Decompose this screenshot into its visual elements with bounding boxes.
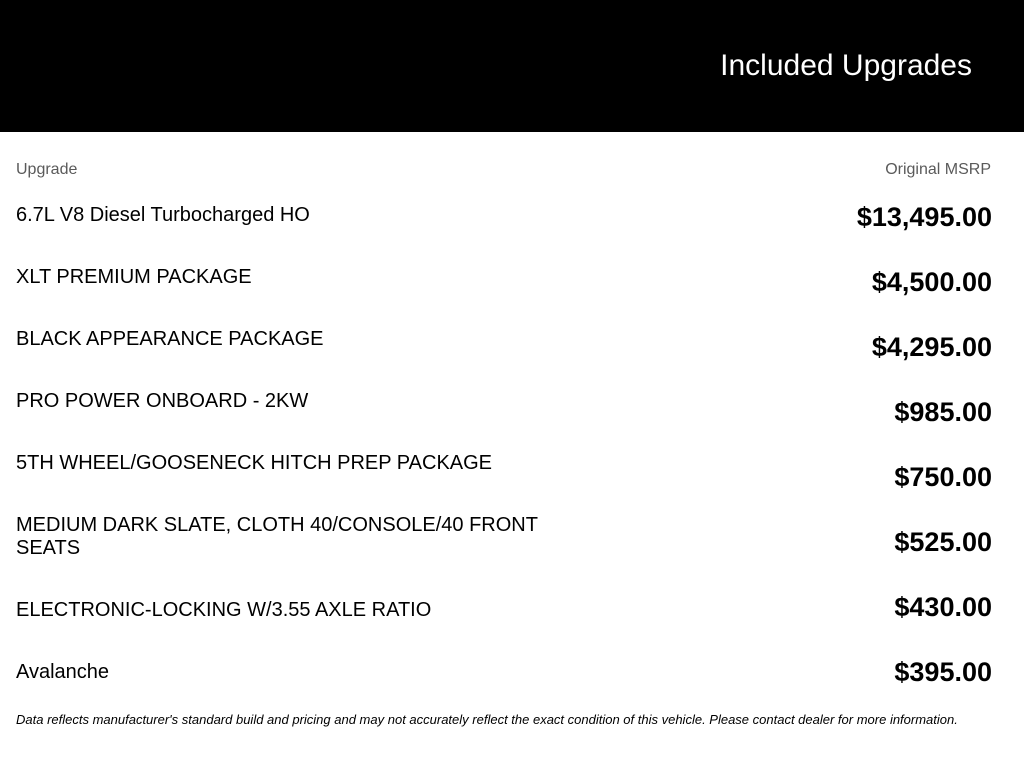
upgrade-name: BLACK APPEARANCE PACKAGE bbox=[16, 328, 324, 350]
upgrade-name: Avalanche bbox=[16, 661, 110, 683]
upgrade-price: $395.00 bbox=[894, 657, 992, 687]
upgrade-price: $4,500.00 bbox=[871, 267, 992, 297]
upgrade-price: $985.00 bbox=[894, 397, 992, 427]
upgrade-price: $750.00 bbox=[894, 462, 992, 492]
upgrade-name: XLT PREMIUM PACKAGE bbox=[16, 266, 252, 288]
disclaimer-text: Data reflects manufacturer's standard build and pricing and may not accurately reflect the exact condition of this vehicle. Please contact dealer for more information. bbox=[16, 712, 958, 727]
upgrade-price: $430.00 bbox=[894, 592, 992, 622]
upgrade-name: ELECTRONIC-LOCKING W/3.55 AXLE RATIO bbox=[16, 599, 432, 621]
upgrade-price: $13,495.00 bbox=[856, 202, 992, 232]
upgrade-name: 5TH WHEEL/GOOSENECK HITCH PREP PACKAGE bbox=[16, 452, 493, 474]
upgrade-price: $525.00 bbox=[894, 527, 992, 557]
upgrade-name: 6.7L V8 Diesel Turbocharged HO bbox=[16, 204, 310, 226]
upgrade-column-header: Upgrade bbox=[16, 161, 78, 178]
page-title: Included Upgrades bbox=[720, 49, 972, 82]
header-bar bbox=[0, 0, 1024, 132]
upgrade-price: $4,295.00 bbox=[871, 332, 992, 362]
upgrade-name: MEDIUM DARK SLATE, CLOTH 40/CONSOLE/40 FRONT SEATS bbox=[16, 514, 538, 559]
msrp-column-header: Original MSRP bbox=[885, 161, 991, 178]
upgrade-name: PRO POWER ONBOARD - 2KW bbox=[16, 390, 309, 412]
